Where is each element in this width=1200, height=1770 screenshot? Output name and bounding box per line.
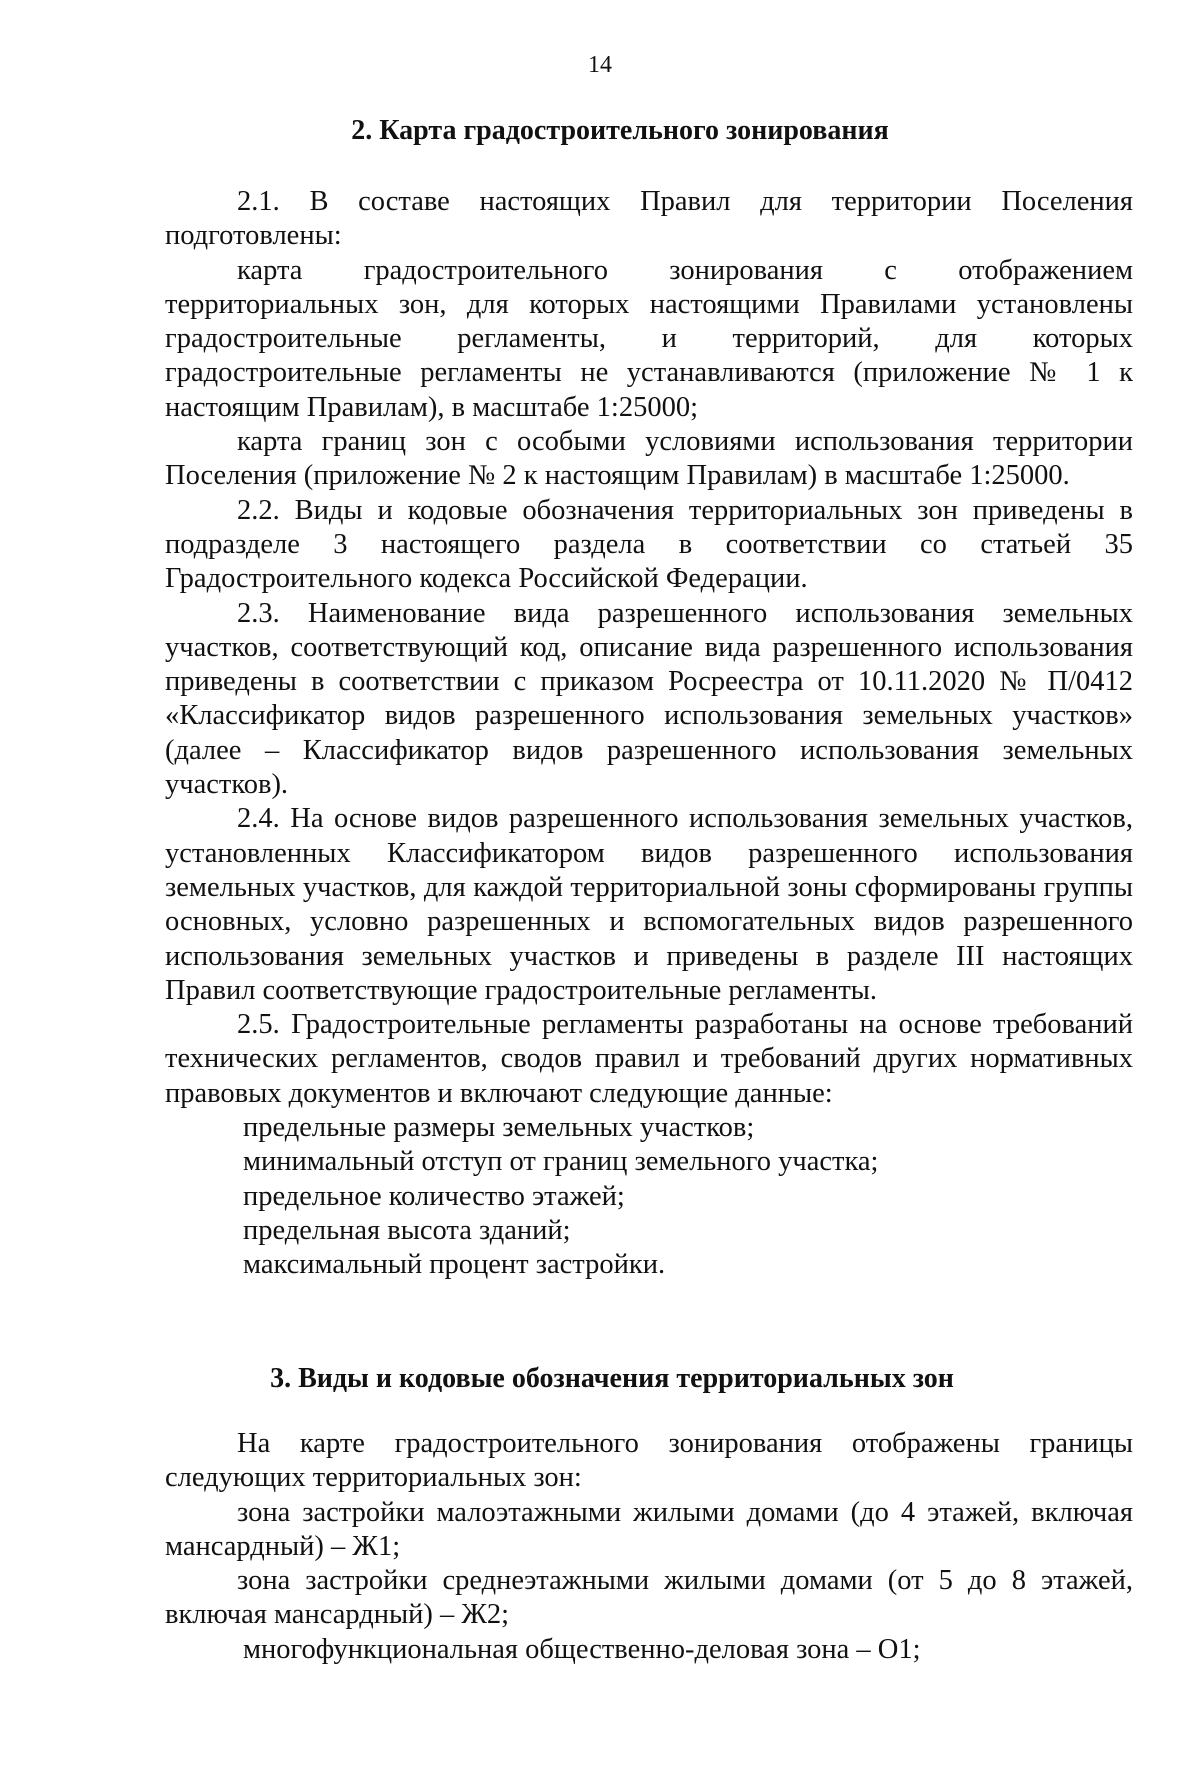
list-item-coverage: максимальный процент застройки. (243, 1249, 666, 1281)
paragraph-2-2: 2.2. Виды и кодовые обозначения территориальных зон приведены в подразделе 3 настоящего раздела в соответствии со статьей 35 Градостроительного кодекса Российской Федерации. (165, 494, 1133, 595)
section-3-heading: 3. Виды и кодовые обозначения территориальных зон (270, 1363, 954, 1394)
paragraph-2-1: 2.1. В составе настоящих Правил для территории Поселения подготовлены: (165, 186, 1133, 252)
list-item-plot-sizes: предельные размеры земельных участков; (243, 1112, 755, 1144)
paragraph-zones-map: карта границ зон с особыми условиями использования территории Поселения (приложение № 2 к настоящим Правилам) в масштабе 1:25000. (165, 426, 1133, 492)
section-2-heading: 2. Карта градостроительного зонирования (351, 115, 889, 146)
paragraph-zoning-map: карта градостроительного зонирования с отображением территориальных зон, для которых настоящими Правилами установлены градостроительные регламенты, и территорий, для которых градостроительные регламенты не устанавливаются (приложение № 1 к настоящим Правилам), в масштабе 1:25000; (165, 254, 1133, 423)
list-item-min-setback: минимальный отступ от границ земельного участка; (243, 1146, 879, 1178)
list-item-zone-zh1: зона застройки малоэтажными жилыми домами (до 4 этажей, включая мансардный) – Ж1; (165, 1496, 1133, 1562)
list-item-zone-zh2: зона застройки среднеэтажными жилыми домами (от 5 до 8 этажей, включая мансардный) – Ж2; (165, 1565, 1133, 1631)
list-item-height: предельная высота зданий; (243, 1214, 571, 1246)
section-2-body (165, 185, 1133, 1283)
section-3-body (165, 1427, 1133, 1667)
page-number: 14 (588, 52, 612, 78)
paragraph-zones-intro: На карте градостроительного зонирования отображены границы следующих территориальных зон: (165, 1428, 1133, 1494)
paragraph-2-4: 2.4. На основе видов разрешенного использования земельных участков, установленных Классификатором видов разрешенного использования земельных участков, для каждой территориальной зоны сформированы группы основных, условно разрешенных и вспомогательных видов разрешенного использования земельных участков и приведены в разделе III настоящих Правил соответствующие градостроительные регламенты. (165, 803, 1133, 1006)
paragraph-2-5: 2.5. Градостроительные регламенты разработаны на основе требований технических регламентов, сводов правил и требований других нормативных правовых документов и включают следующие данные: (165, 1009, 1133, 1109)
list-item-zone-o1: многофункциональная общественно-деловая зона – О1; (243, 1633, 921, 1665)
list-item-floors: предельное количество этажей; (243, 1180, 625, 1212)
paragraph-2-3: 2.3. Наименование вида разрешенного использования земельных участков, соответствующий код, описание вида разрешенного использования приведены в соответствии с приказом Росреестра от 10.11.2020 № П/0412 «Классификатор видов разрешенного использования земельных участков» (далее – Классификатор видов разрешенного использования земельных участков). (165, 597, 1133, 801)
